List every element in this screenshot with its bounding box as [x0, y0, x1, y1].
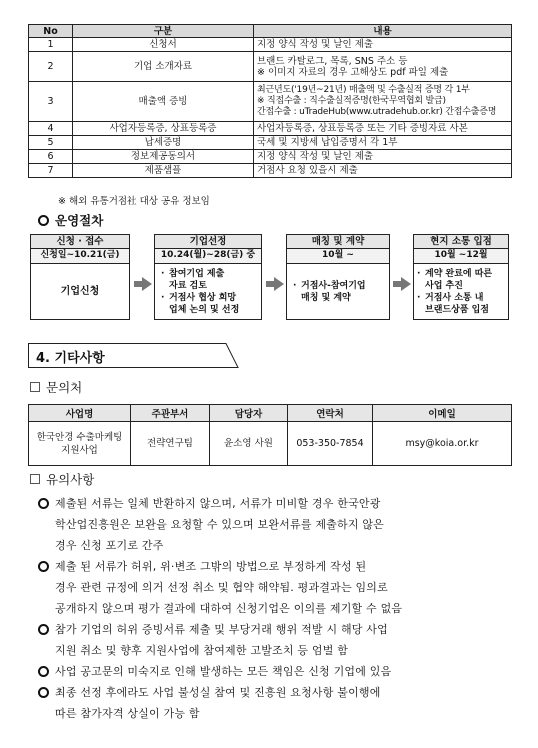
row-no: 3	[29, 82, 73, 122]
stage-line: 자료 검토	[169, 280, 207, 291]
stage-line: 거점사 협상 희망	[169, 292, 237, 303]
header-person: 담당자	[210, 405, 288, 422]
stage-date: 10월 ~	[286, 249, 390, 264]
stage-title: 현지 소통 입점	[413, 234, 509, 249]
circle-bullet-icon	[38, 624, 49, 635]
circle-bullet-icon	[38, 215, 49, 226]
header-content: 내용	[254, 25, 512, 38]
row-content: 국세 및 지방세 납입증명서 각 1부	[254, 136, 512, 150]
table-header-row	[29, 405, 512, 422]
bullet-dot-icon: ·	[293, 280, 297, 291]
table-row	[29, 164, 512, 178]
table-row	[29, 82, 512, 122]
stage-line: 거점사-참여기업	[301, 280, 366, 291]
header-program: 사업명	[29, 405, 131, 422]
row-category: 제품샘플	[73, 164, 254, 178]
caution-heading	[30, 470, 94, 488]
caution-text: 제출 된 서류가 허위, 위·변조 그밖의 방법으로 부정하게 작성 된 경우 관련 규정에 의거 선정 취소 및 협약 해약됨. 평과결과는 임의로 공개하지 않으며 평가 결과에 대하여 신청기업은 이의를 제기할 수 없음	[55, 560, 403, 615]
stage-body	[30, 264, 130, 320]
stage-date: 10월 ~12월	[413, 249, 509, 264]
process-heading-label: 운영절차	[55, 213, 104, 228]
row-no: 5	[29, 136, 73, 150]
bullet-dot-icon: ·	[417, 292, 421, 303]
table-row	[29, 150, 512, 164]
contact-heading-label: 문의처	[46, 380, 83, 395]
table-row	[29, 136, 512, 150]
bullet-dot-icon: ·	[161, 292, 165, 303]
circle-bullet-icon	[38, 687, 49, 698]
row-category: 기업 소개자료	[73, 52, 254, 82]
arrow-right-icon	[274, 277, 284, 291]
stage-line: 계약 완료에 따른	[425, 268, 493, 279]
stage-line: 매칭 및 계약	[301, 292, 351, 303]
row-content: 거점사 요청 있을시 제출	[254, 164, 512, 178]
row-category: 매출액 증빙	[73, 82, 254, 122]
row-content: 지정 양식 작성 및 날인 제출	[254, 150, 512, 164]
row-content: 최근년도('19년~21년) 매출액 및 수출실적 증명 각 1부 ※ 직접수출 : 직수출실적증명(한국무역협회 발급) 간접수출 : uTradeHub(www.utradehub.or.kr) 간접수출증명	[254, 82, 512, 122]
stage-line: 거점사 소통 내	[425, 292, 484, 303]
stage-date: 10.24(월)~28(금) 중	[154, 249, 262, 264]
caution-text: 참가 기업의 허위 증빙서류 제출 및 부당거래 행위 적발 시 해당 사업 지원 취소 및 향후 지원사업에 참여제한 고발조치 등 엄벌 함	[55, 623, 388, 657]
table-row	[29, 52, 512, 82]
phone-number: 053-350-7854	[288, 422, 373, 466]
header-dept: 주관부서	[131, 405, 210, 422]
contact-person: 윤소영 사원	[210, 422, 288, 466]
table-row	[29, 122, 512, 136]
arrow-right-icon	[401, 277, 411, 291]
caution-text: 제출된 서류는 일체 반환하지 않으며, 서류가 미비할 경우 한국안광 학산업진흥원은 보완을 요청할 수 있으며 보완서류를 제출하지 않은 경우 신청 포기로 간주	[55, 497, 385, 552]
section-4-banner	[28, 343, 240, 369]
stage-title: 기업선정	[154, 234, 262, 249]
stage-body	[286, 264, 390, 320]
row-category: 사업자등록증, 상표등록증	[73, 122, 254, 136]
stage-date: 신청일~10.21(금)	[30, 249, 130, 264]
program-name: 한국안경 수출마케팅 지원사업	[29, 422, 131, 466]
stage-store-entry	[413, 234, 509, 320]
stage-line: 사업 추진	[425, 280, 463, 291]
checkbox-square-icon	[30, 382, 40, 392]
row-no: 1	[29, 38, 73, 52]
stage-line: 업체 논의 및 선정	[169, 304, 240, 315]
header-no: No	[29, 25, 73, 38]
stage-selection	[154, 234, 262, 320]
header-email: 이메일	[373, 405, 512, 422]
row-content: 사업자등록증, 상표등록증 또는 기타 증빙자료 사본	[254, 122, 512, 136]
contact-table	[28, 404, 512, 466]
checkbox-square-icon	[30, 474, 40, 484]
stage-line: 참여기업 제출	[169, 268, 225, 279]
circle-bullet-icon	[38, 666, 49, 677]
circle-bullet-icon	[38, 498, 49, 509]
arrow-right-icon	[142, 277, 152, 291]
list-item	[38, 661, 516, 682]
section-4-title: 4. 기타사항	[36, 351, 105, 366]
stage-title: 매칭 및 계약	[286, 234, 390, 249]
bullet-dot-icon: ·	[417, 268, 421, 279]
caution-text: 사업 공고문의 미숙지로 인해 발생하는 모든 책임은 신청 기업에 있음	[55, 665, 392, 678]
process-flow	[30, 234, 510, 324]
list-item	[38, 493, 516, 556]
stage-title: 신청 · 접수	[30, 234, 130, 249]
row-no: 6	[29, 150, 73, 164]
row-category: 정보제공동의서	[73, 150, 254, 164]
row-content: 지정 양식 작성 및 날인 제출	[254, 38, 512, 52]
stage-body	[154, 264, 262, 320]
header-category: 구분	[73, 25, 254, 38]
shared-info-note: ※ 해외 유통거점社 대상 공유 정보임	[58, 196, 210, 207]
list-item	[38, 682, 516, 724]
table-header-row	[29, 25, 512, 38]
table-row	[29, 38, 512, 52]
list-item	[38, 619, 516, 661]
stage-line: 기업신청	[60, 285, 100, 297]
circle-bullet-icon	[38, 561, 49, 572]
email-address: msy@koia.or.kr	[373, 422, 512, 466]
row-no: 7	[29, 164, 73, 178]
header-phone: 연락처	[288, 405, 373, 422]
stage-matching	[286, 234, 390, 320]
caution-text: 최종 선정 후에라도 사업 불성실 참여 및 진흥원 요청사항 불이행에 따른 참가자격 상실이 가능 함	[55, 686, 381, 720]
stage-line: 브랜드상품 입점	[425, 304, 489, 315]
row-content: 브랜드 카탈로그, 목록, SNS 주소 등 ※ 이미지 자료의 경우 고해상도 pdf 파일 제출	[254, 52, 512, 82]
row-category: 신청서	[73, 38, 254, 52]
caution-heading-label: 유의사항	[46, 472, 95, 487]
caution-list	[38, 493, 516, 724]
stage-body	[413, 264, 509, 320]
table-row	[29, 422, 512, 466]
contact-heading	[30, 378, 82, 396]
department: 전략연구팀	[131, 422, 210, 466]
process-heading	[38, 211, 103, 229]
required-documents-table	[28, 24, 512, 178]
row-no: 2	[29, 52, 73, 82]
bullet-dot-icon: ·	[161, 268, 165, 279]
row-category: 납세증명	[73, 136, 254, 150]
stage-application	[30, 234, 130, 320]
row-no: 4	[29, 122, 73, 136]
list-item	[38, 556, 516, 619]
